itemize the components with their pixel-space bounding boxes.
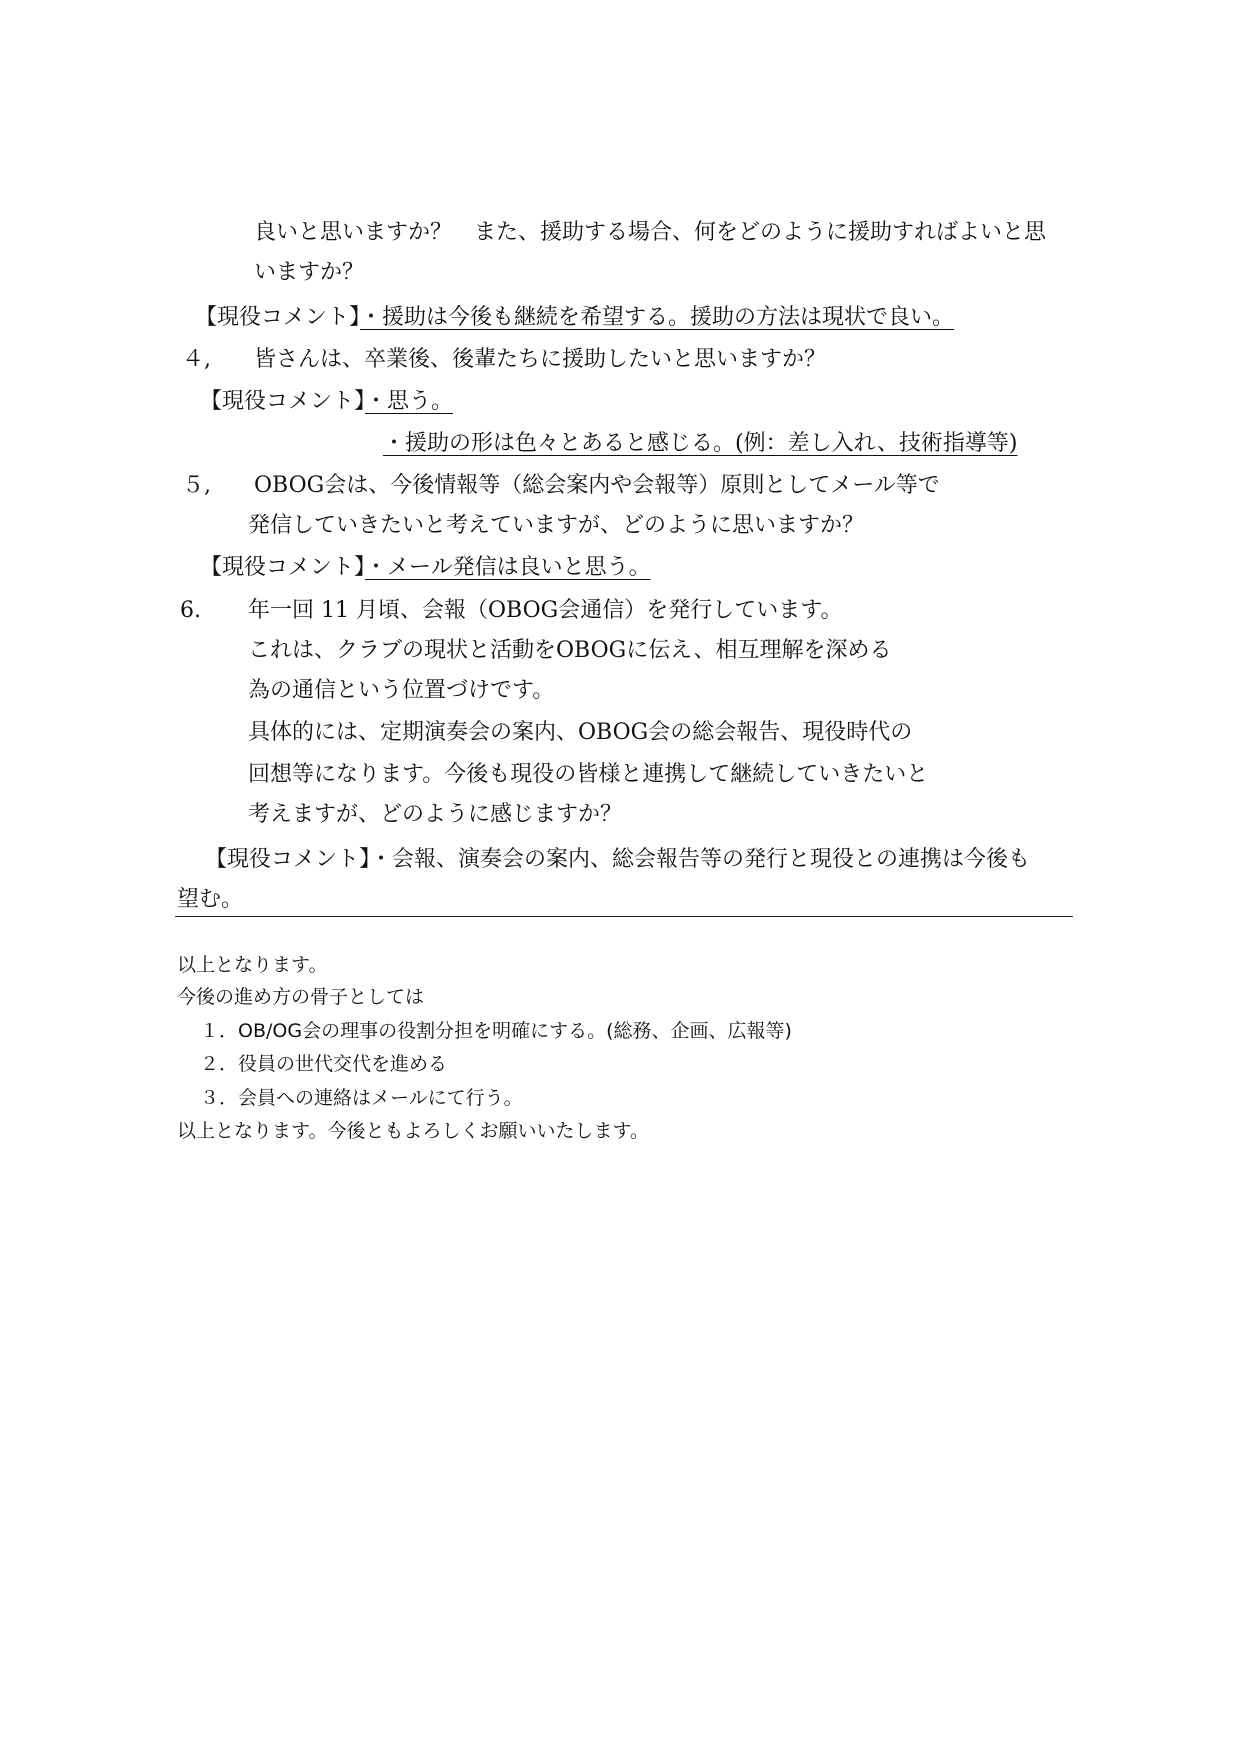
- comment-label: 【現役コメント】: [195, 305, 361, 330]
- section5-question-line2: 発信していきたいと考えていますが、どのように思いますか？: [248, 513, 865, 538]
- section6-line5: 回想等になります。今後も現役の皆様と連携して継続していきたいと: [248, 762, 929, 787]
- section3-question-line2: いますか？: [254, 260, 365, 285]
- section6-line3: 為の通信という位置づけです。: [248, 678, 555, 703]
- comment-label: 【現役コメント】: [200, 555, 366, 580]
- section6-number: 6.: [180, 598, 201, 623]
- section6-line4: 具体的には、定期演奏会の案内、OBOG会の総会報告、現役時代の: [248, 720, 913, 745]
- section5-number: ５,: [182, 473, 211, 498]
- section4-question: 皆さんは、卒業後、後輩たちに援助したいと思いますか？: [254, 347, 827, 372]
- section6-line6: 考えますが、どのように感じますか？: [248, 802, 623, 827]
- closing-line1: 以上となります。: [177, 954, 328, 976]
- closing-line2: 今後の進め方の骨子としては: [177, 986, 425, 1008]
- section3-comment: [195, 303, 954, 333]
- section6-comment-line1: 【現役コメント】・会報、演奏会の案内、総会報告等の発行と現役との連携は今後も: [205, 847, 1031, 872]
- comment-text: ・思う。: [365, 389, 454, 414]
- section3-question-line1: 良いと思いますか？ また、援助する場合、何をどのように援助すればよいと思: [254, 220, 1047, 245]
- section5-question-line1: OBOG会は、今後情報等（総会案内や会報等）原則としてメール等で: [254, 473, 940, 498]
- closing-item-1: １．OB/OG会の理事の役割分担を明確にする。(総務、企画、広報等): [200, 1020, 792, 1042]
- section6-line2: これは、クラブの現状と活動をOBOGに伝え、相互理解を深める: [248, 638, 892, 663]
- section4-comment-line2: ・援助の形は色々とあると感じる。(例：差し入れ、技術指導等): [383, 431, 1018, 456]
- comment-text: ・メール発信は良いと思う。: [365, 555, 651, 580]
- section5-comment: [200, 553, 651, 583]
- comment-text: ・援助は今後も継続を希望する。援助の方法は現状で良い。: [360, 305, 955, 330]
- section6-line1: 年一回 11 月頃、会報（OBOG会通信）を発行しています。: [248, 598, 843, 623]
- divider-line: [175, 916, 1073, 917]
- section6-comment-line2: 望む。: [177, 887, 244, 912]
- closing-item-3: ３．会員への連絡はメールにて行う。: [200, 1087, 523, 1109]
- closing-final: 以上となります。今後ともよろしくお願いいたします。: [177, 1120, 649, 1142]
- section4-number: ４,: [182, 347, 211, 372]
- closing-item-2: ２．役員の世代交代を進める: [200, 1053, 448, 1075]
- section4-comment: [200, 387, 453, 417]
- comment-label: 【現役コメント】: [200, 389, 366, 414]
